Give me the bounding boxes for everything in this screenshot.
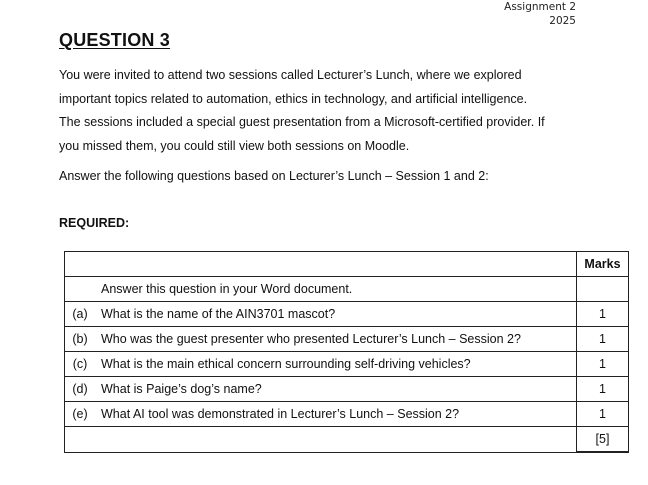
row-question: What is the name of the AIN3701 mascot? xyxy=(95,302,577,327)
header-blank-cell xyxy=(65,252,577,277)
row-question: What is the main ethical concern surrounding self-driving vehicles? xyxy=(95,352,577,377)
total-marks: [5] xyxy=(577,427,629,453)
table-row xyxy=(65,302,629,327)
row-marks: 1 xyxy=(577,327,629,352)
table-row xyxy=(65,352,629,377)
row-label: (e) xyxy=(65,402,96,427)
marks-header: Marks xyxy=(577,252,629,277)
instruction-row xyxy=(65,277,629,302)
document-header xyxy=(470,0,576,28)
intro-line: important topics related to automation, ethics in technology, and artificial intelligence. xyxy=(59,91,528,106)
table-row xyxy=(65,327,629,352)
intro-line: The sessions included a special guest presentation from a Microsoft-certified provider. If xyxy=(59,115,545,129)
total-row xyxy=(65,427,629,453)
question-title: QUESTION 3 xyxy=(59,30,171,50)
row-label: (a) xyxy=(65,302,96,327)
row-label: (d) xyxy=(65,377,96,402)
row-question: What is Paige’s dog’s name? xyxy=(95,377,577,402)
row-label: (b) xyxy=(65,327,96,352)
row-label: (c) xyxy=(65,352,96,377)
required-heading: REQUIRED: xyxy=(59,216,130,230)
row-marks: 1 xyxy=(577,352,629,377)
total-blank-cell xyxy=(65,427,577,453)
answer-instruction: Answer the following questions based on Lecturer’s Lunch – Session 1 and 2: xyxy=(59,169,489,183)
table-row xyxy=(65,377,629,402)
row-marks: 1 xyxy=(577,402,629,427)
table-header-row xyxy=(65,252,629,277)
instruction-cell: Answer this question in your Word document. xyxy=(65,277,577,302)
instruction-marks-cell xyxy=(577,277,629,302)
row-marks: 1 xyxy=(577,377,629,402)
row-question: Who was the guest presenter who presented Lecturer’s Lunch – Session 2? xyxy=(95,327,577,352)
row-marks: 1 xyxy=(577,302,629,327)
intro-paragraph xyxy=(59,64,619,158)
intro-line: you missed them, you could still view both sessions on Moodle. xyxy=(59,138,410,153)
questions-table xyxy=(64,251,629,453)
intro-line: You were invited to attend two sessions called Lecturer’s Lunch, where we explored xyxy=(59,68,522,82)
year-label: 2025 xyxy=(549,15,576,27)
table-row xyxy=(65,402,629,427)
row-question: What AI tool was demonstrated in Lecturer’s Lunch – Session 2? xyxy=(95,402,577,427)
assignment-label: Assignment 2 xyxy=(504,1,576,13)
